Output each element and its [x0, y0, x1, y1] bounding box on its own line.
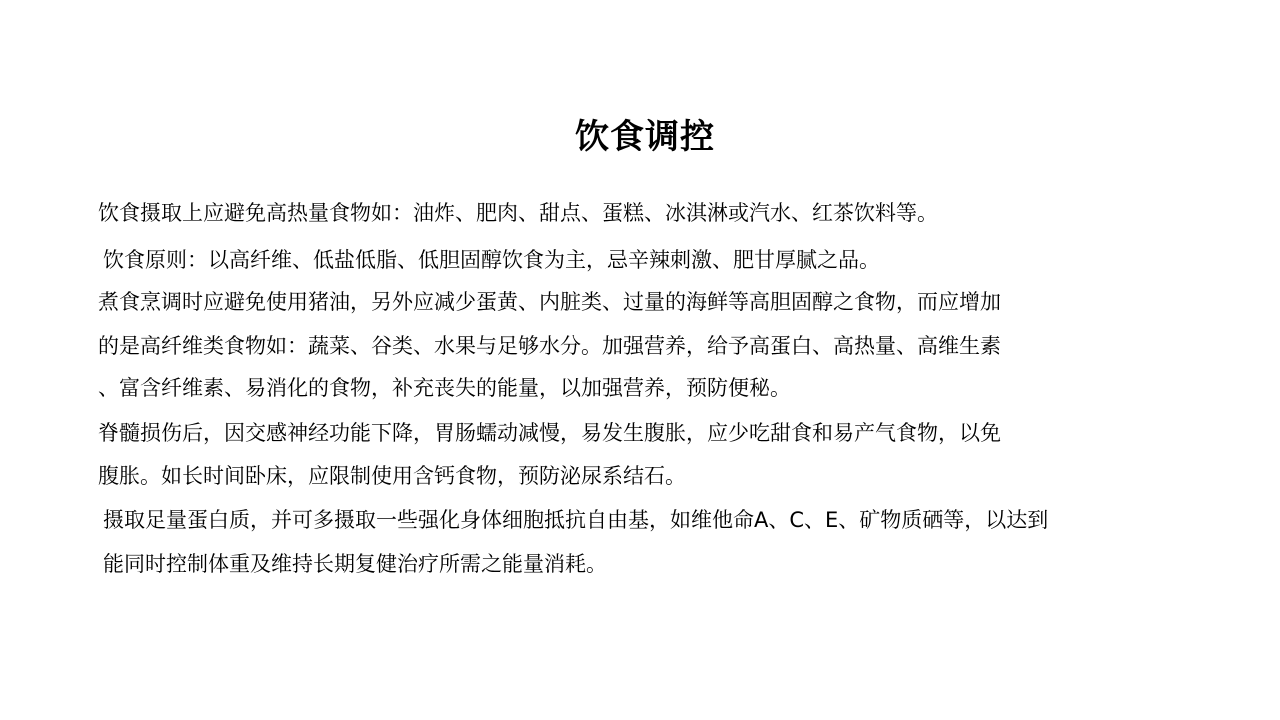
paragraph-line-4: 的是高纤维类食物如：蔬菜、谷类、水果与足够水分。加强营养，给予高蛋白、高热量、高维生素	[98, 334, 1001, 358]
paragraph-line-6: 脊髓损伤后，因交感神经功能下降，胃肠蠕动减慢，易发生腹胀，应少吃甜食和易产气食物，以免	[98, 421, 1001, 445]
paragraph-line-9: 能同时控制体重及维持长期复健治疗所需之能量消耗。	[103, 552, 607, 576]
paragraph-line-8: 摄取足量蛋白质，并可多摄取一些强化身体细胞抵抗自由基，如维他命A、C、E、矿物质硒等，以达到	[103, 508, 1049, 532]
paragraph-line-2: 饮食原则：以高纤维、低盐低脂、低胆固醇饮食为主，忌辛辣刺激、肥甘厚腻之品。	[103, 248, 880, 272]
paragraph-line-3: 煮食烹调时应避免使用猪油，另外应减少蛋黄、内脏类、过量的海鲜等高胆固醇之食物，而应增加	[98, 290, 1001, 314]
slide-title: 饮食调控	[575, 117, 715, 157]
paragraph-line-1: 饮食摄取上应避免高热量食物如：油炸、肥肉、甜点、蛋糕、冰淇淋或汽水、红茶饮料等。	[98, 201, 938, 225]
paragraph-line-5: 、富含纤维素、易消化的食物，补充丧失的能量，以加强营养，预防便秘。	[98, 376, 791, 400]
paragraph-line-7: 腹胀。如长时间卧床，应限制使用含钙食物，预防泌尿系结石。	[98, 464, 686, 488]
